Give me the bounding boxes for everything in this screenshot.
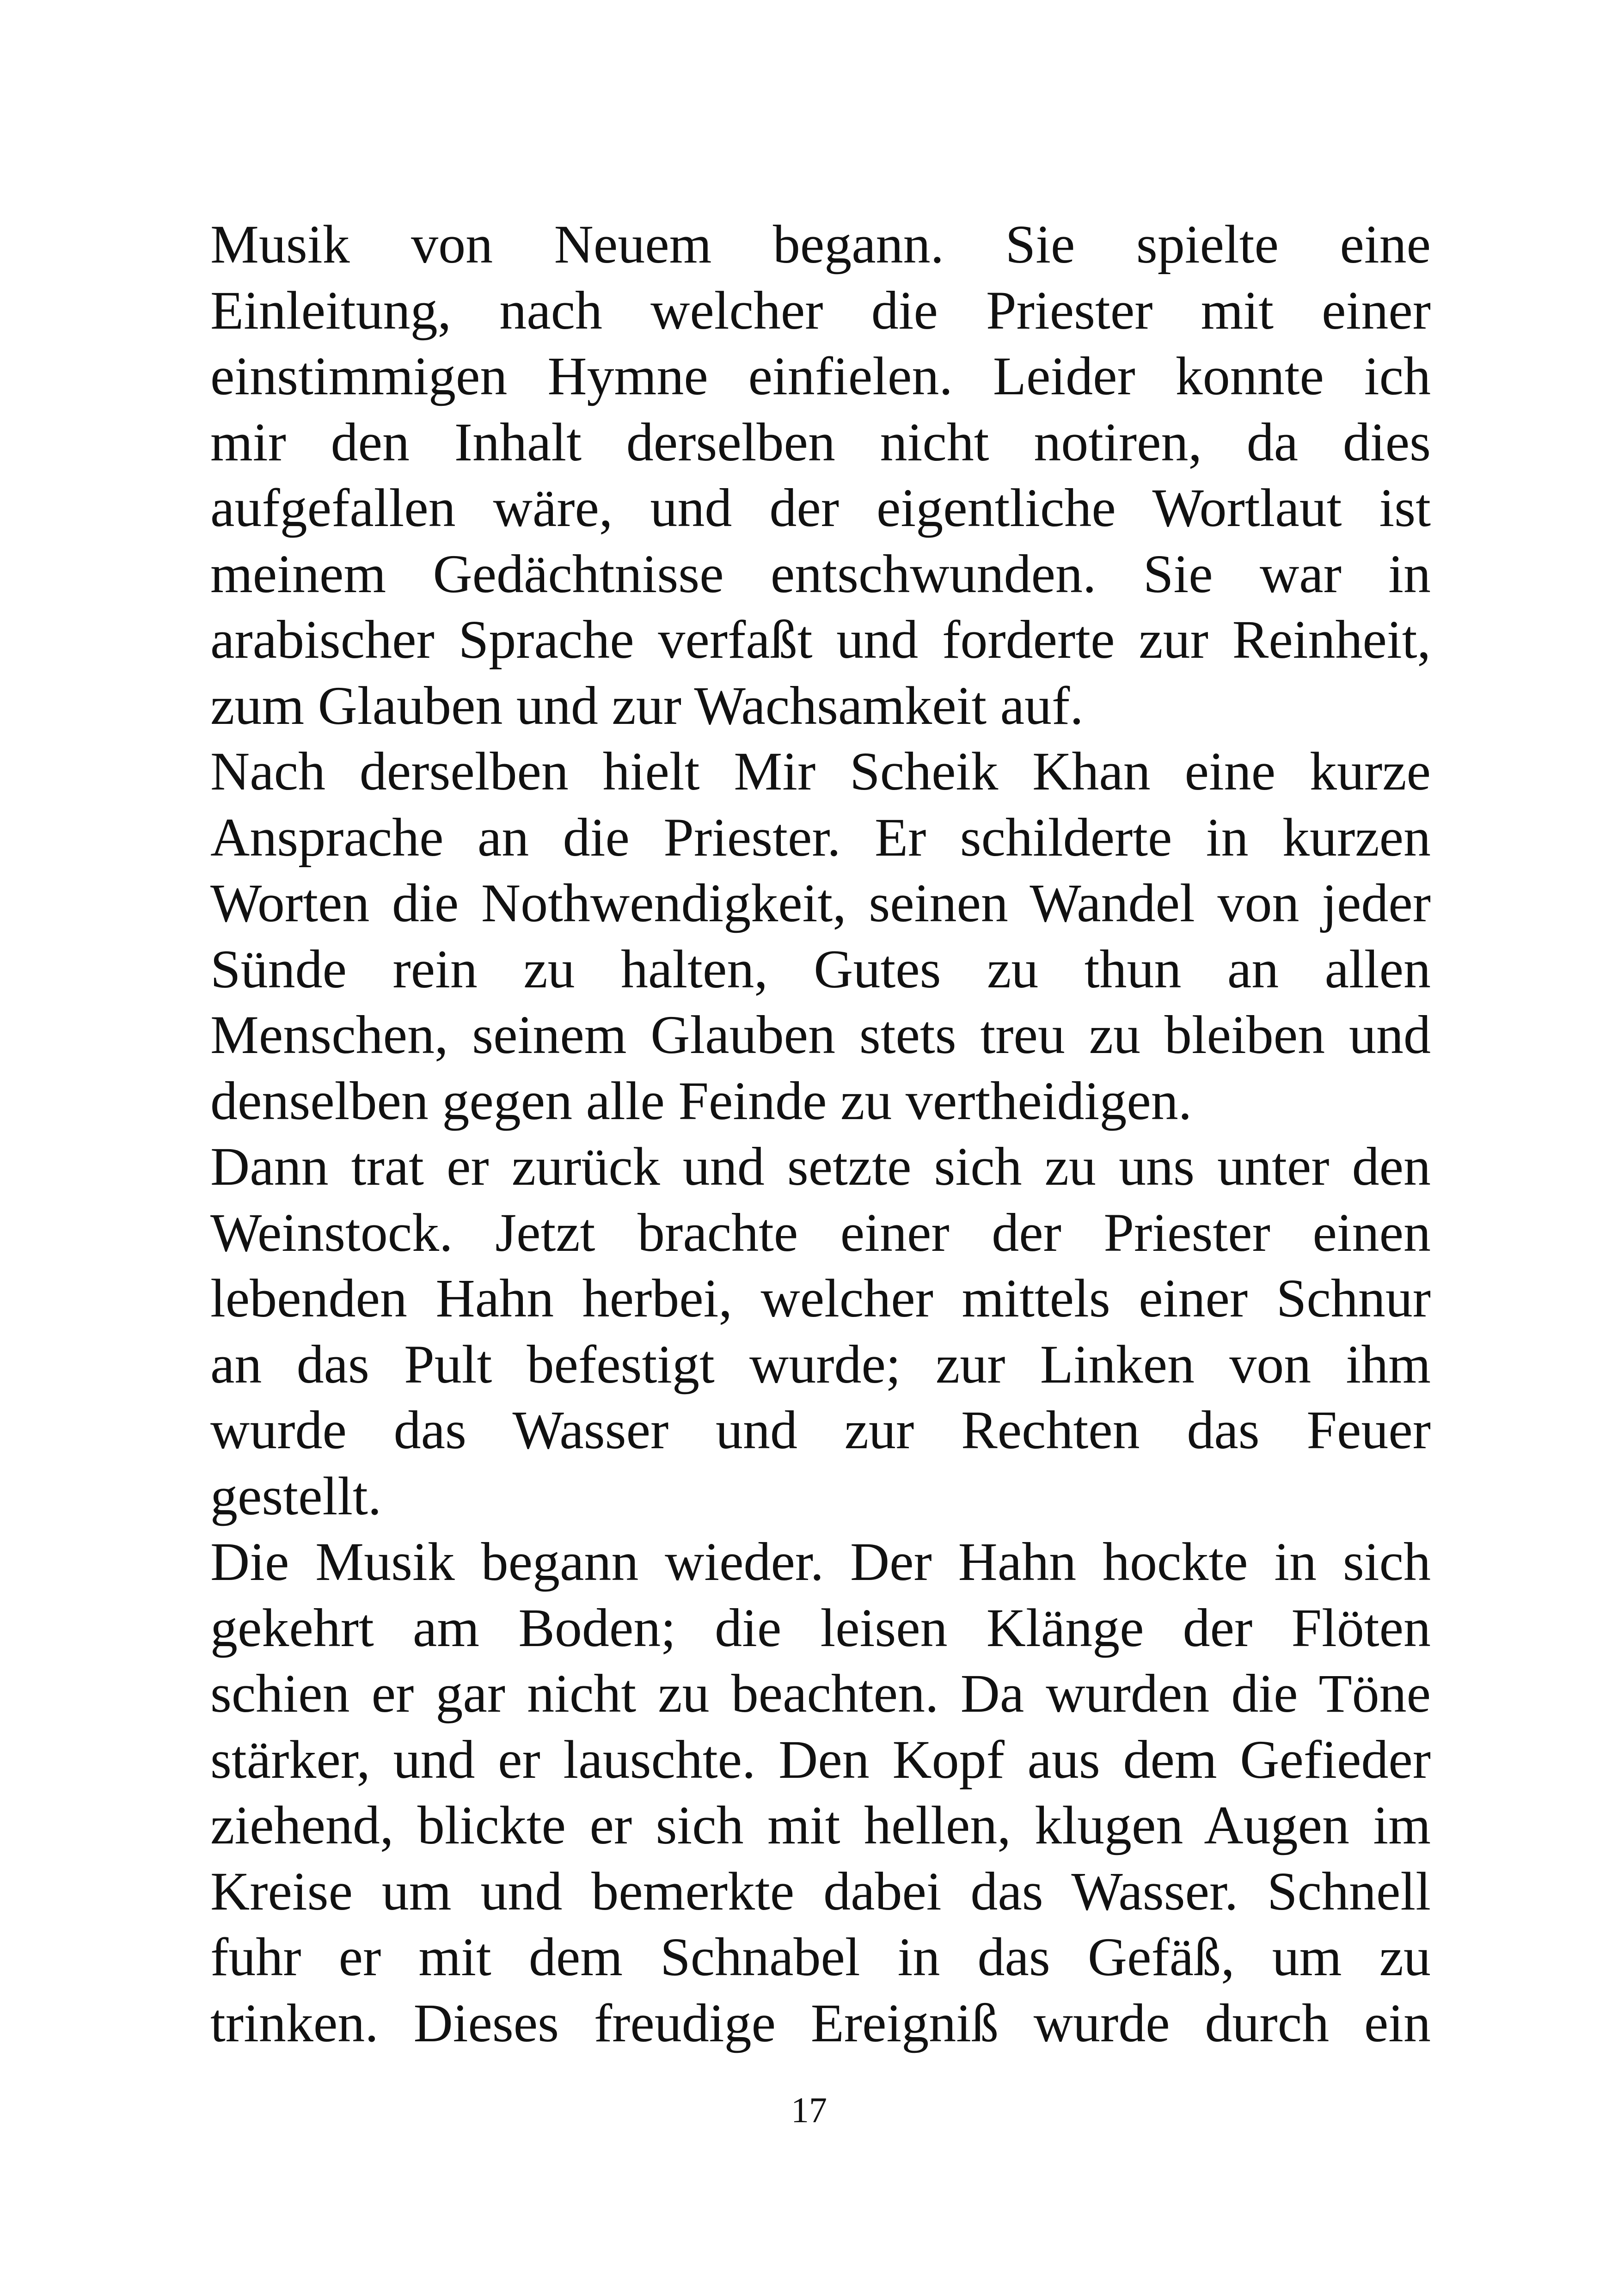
text-line: Sünde rein zu halten, Gutes zu thun an allen [210, 938, 1431, 999]
text-line: Einleitung, nach welcher die Priester mit einer [210, 280, 1431, 341]
text-line: mir den Inhalt derselben nicht notiren, da dies [210, 411, 1431, 472]
paragraph-4 [210, 1529, 1431, 2056]
text-line: einstimmigen Hymne einfielen. Leider konnte ich [210, 346, 1431, 406]
paragraph-1 [210, 212, 1431, 739]
text-line: aufgefallen wäre, und der eigentliche Wortlaut ist [210, 478, 1431, 538]
text-line: Menschen, seinem Glauben stets treu zu bleiben und [210, 1004, 1431, 1065]
text-line: stärker, und er lauschte. Den Kopf aus dem Gefieder [210, 1729, 1431, 1790]
text-line: denselben gegen alle Feinde zu vertheidigen. [210, 1070, 1192, 1131]
paragraph-3 [210, 1134, 1431, 1529]
text-line: Ansprache an die Priester. Er schilderte in kurzen [210, 807, 1431, 868]
text-line: meinem Gedächtnisse entschwunden. Sie war in [210, 543, 1431, 604]
text-line: gekehrt am Boden; die leisen Klänge der Flöten [210, 1597, 1431, 1658]
text-line: lebenden Hahn herbei, welcher mittels einer Schnur [210, 1268, 1431, 1329]
text-line: Dann trat er zurück und setzte sich zu uns unter den [210, 1136, 1431, 1197]
text-line: Kreise um und bemerkte dabei das Wasser. Schnell [210, 1861, 1431, 1922]
text-line: schien er gar nicht zu beachten. Da wurden die Töne [210, 1663, 1431, 1724]
text-line: fuhr er mit dem Schnabel in das Gefäß, um zu [210, 1927, 1431, 1987]
text-line: zum Glauben und zur Wachsamkeit auf. [210, 675, 1084, 736]
text-line: Nach derselben hielt Mir Scheik Khan eine kurze [210, 741, 1431, 802]
text-line: Musik von Neuem begann. Sie spielte eine [210, 214, 1431, 275]
text-line: wurde das Wasser und zur Rechten das Feuer [210, 1400, 1431, 1460]
text-line: ziehend, blickte er sich mit hellen, klugen Augen im [210, 1795, 1431, 1855]
text-line: trinken. Dieses freudige Ereigniß wurde durch ein [210, 1992, 1431, 2053]
text-line: Weinstock. Jetzt brachte einer der Priester einen [210, 1202, 1431, 1263]
body-text [210, 212, 1431, 2056]
text-line: arabischer Sprache verfaßt und forderte zur Reinheit, [210, 609, 1431, 670]
text-line: Worten die Nothwendigkeit, seinen Wandel von jeder [210, 873, 1431, 933]
text-line: Die Musik begann wieder. Der Hahn hockte in sich [210, 1531, 1431, 1592]
text-line: gestellt. [210, 1465, 382, 1526]
paragraph-2 [210, 739, 1431, 1134]
page-number: 17 [791, 2090, 827, 2130]
text-line: an das Pult befestigt wurde; zur Linken von ihm [210, 1334, 1431, 1395]
